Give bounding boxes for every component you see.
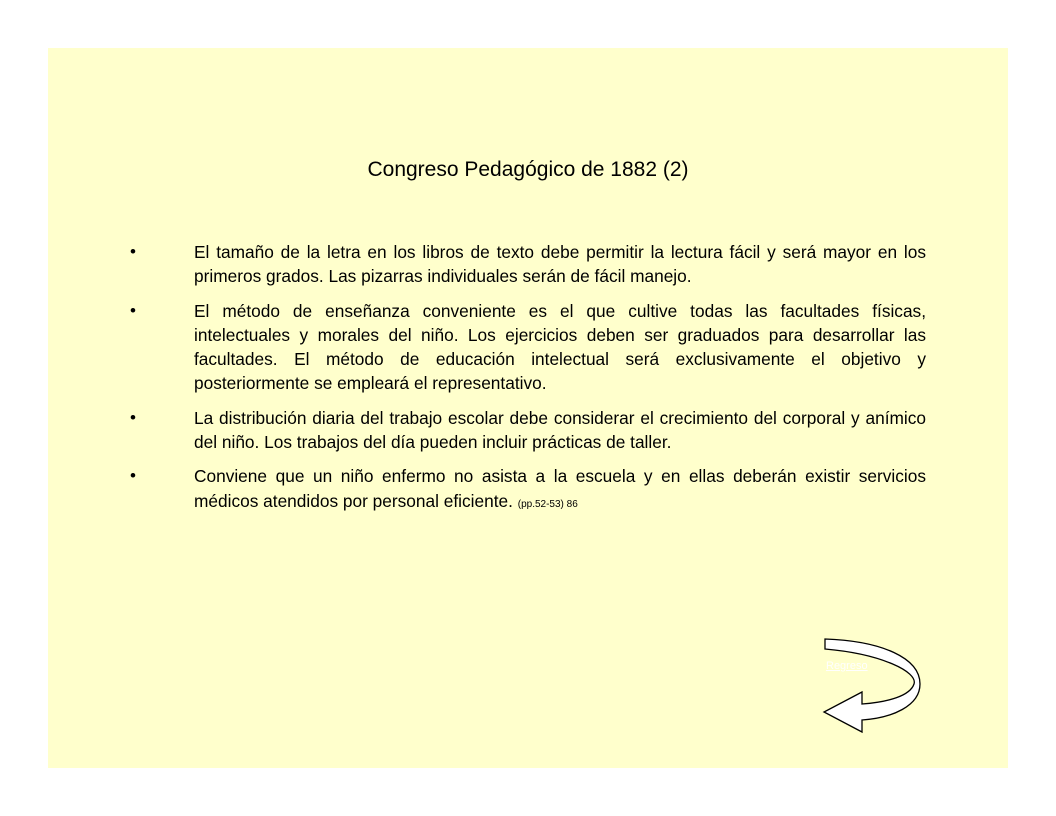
bullet-marker: • [130,466,136,486]
return-link[interactable]: Regreso [826,660,868,672]
bullet-marker: • [130,407,136,427]
citation: (pp.52-53) 86 [517,498,578,510]
bullet-marker: • [130,242,136,261]
bullet-text: La distribución diaria del trabajo escolar debe considerar el crecimiento del corporal y anímico del niño. Los trabajos del día pueden incluir prácticas de taller. [194,407,926,453]
bullet-item [130,240,926,289]
bullet-list [130,240,926,527]
bullet-item [130,464,926,517]
bullet-item [130,299,926,396]
slide-title: Congreso Pedagógico de 1882 (2) [367,158,689,181]
bullet-item [130,406,926,455]
slide [48,48,1008,768]
bullet-text: El tamaño de la letra en los libros de texto debe permitir la lectura fácil y será mayor en los primeros grados. Las pizarras individuales serán de fácil manejo. [194,242,926,287]
curved-return-arrow-icon[interactable] [822,636,926,736]
return-nav-button[interactable] [822,636,926,736]
bullet-marker: • [130,300,136,320]
bullet-text: Conviene que un niño enfermo no asista a la escuela y en ellas deberán existir servicios médicos atendidos por personal eficiente. [194,466,926,511]
bullet-text: El método de enseñanza conveniente es el que cultive todas las facultades físicas, intelectuales y morales del niño. Los ejercicios deben ser graduados para desarrollar las facultades. El método de educación intelectual será exclusivamente el objetivo y posteriormente se empleará el representativo. [194,300,926,394]
